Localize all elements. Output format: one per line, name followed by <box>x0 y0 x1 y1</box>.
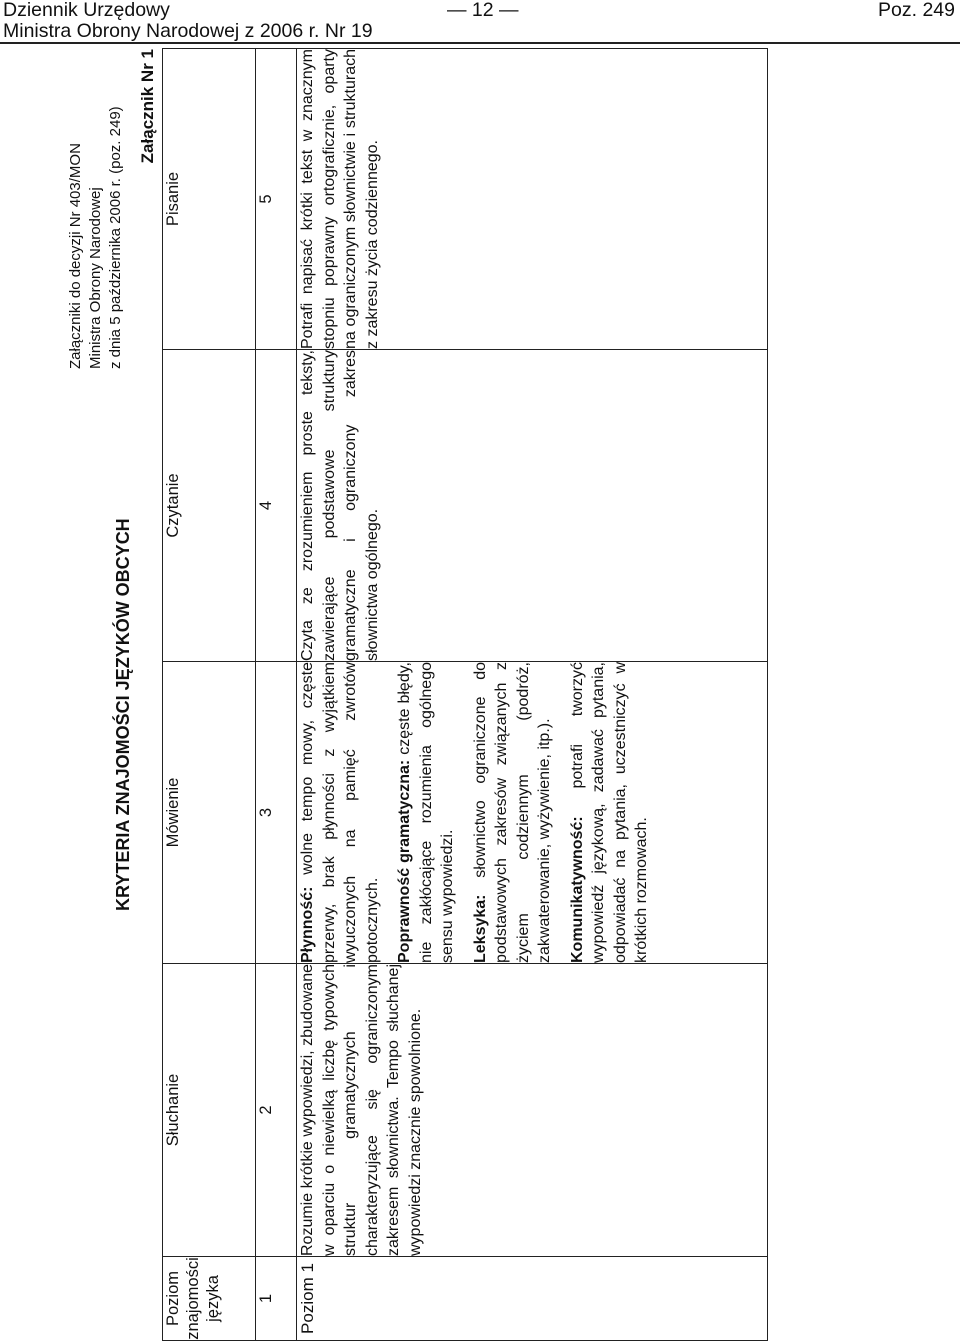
page-header <box>0 0 960 44</box>
header-listening: Słuchanie <box>163 964 256 1257</box>
table-header-row <box>163 49 256 1341</box>
column-number: 1 <box>256 1257 297 1341</box>
listening-cell: Rozumie krótkie wypowiedzi, zbudowane w oparciu o niewielką liczbę typowych struktur gramatycznych i charakteryzujące się ograniczonym zakresem słownictwa. Tempo słuchanej wypowiedzi znacznie spowolnione. <box>297 964 768 1257</box>
header-writing: Pisanie <box>163 49 256 350</box>
ministry-line: Ministra Obrony Narodowej z 2006 r. Nr 19 <box>3 20 373 42</box>
journal-name: Dziennik Urzędowy <box>3 0 170 21</box>
annex-line-3: z dnia 5 października 2006 r. (poz. 249) <box>107 106 124 369</box>
document-title: KRYTERIA ZNAJOMOŚCI JĘZYKÓW OBCYCH <box>113 518 133 911</box>
column-number-row <box>256 49 297 1341</box>
communication-paragraph <box>567 662 653 963</box>
position-number: Poz. 249 <box>878 0 955 21</box>
writing-cell: Potrafi napisać krótki tekst w znacznym stopniu poprawny ortograficznie, oparty na ograniczonym słownictwie i strukturach z zakresu życia codziennego. <box>297 49 768 350</box>
table-row <box>297 49 768 1341</box>
reading-cell: Czyta ze zrozumieniem proste teksty, zawierające podstawowe struktury gramatyczne i ograniczony zakres słownictwa ogólnego. <box>297 350 768 662</box>
page-number: — 12 — <box>447 0 519 21</box>
column-number: 3 <box>256 662 297 964</box>
criteria-table <box>162 48 768 1341</box>
header-left <box>3 0 373 42</box>
annex-line-1: Załączniki do decyzji Nr 403/MON <box>67 143 84 369</box>
header-level: Poziom znajomości języka <box>163 1257 256 1341</box>
lexis-label: Leksyka: <box>471 894 489 963</box>
accuracy-paragraph <box>394 662 459 963</box>
fluency-label: Płynność: <box>299 886 316 963</box>
column-number: 4 <box>256 350 297 662</box>
header-speaking: Mówienie <box>163 662 256 964</box>
speaking-cell <box>297 662 768 964</box>
header-reading: Czytanie <box>163 350 256 662</box>
communication-text: potrafi tworzyć wypowiedź językową, zadawać pytania, odpowiadać na pytania, uczestniczyć w krótkich rozmowach. <box>568 662 650 963</box>
column-number: 5 <box>256 49 297 350</box>
communication-label: Komunikatywność: <box>568 816 586 963</box>
annex-line-2: Ministra Obrony Narodowej <box>87 187 104 369</box>
fluency-paragraph <box>297 662 383 963</box>
accuracy-text: częste błędy, nie zakłócające rozumienia ogólnego sensu wypowiedzi. <box>396 662 456 963</box>
lexis-paragraph <box>470 662 556 963</box>
level-cell: Poziom 1 <box>297 1257 768 1341</box>
column-number: 2 <box>256 964 297 1257</box>
header-rule <box>0 42 960 44</box>
accuracy-label: Poprawność gramatyczna: <box>396 759 413 963</box>
lexis-text: słownictwo ograniczone do podstawowych zakresów związanych z życiem codziennym (podróż, zakwaterowanie, wyżywienie, itp.). <box>471 661 553 963</box>
rotated-page-content <box>0 49 930 1341</box>
annex-reference <box>66 49 126 369</box>
fluency-text: wolne tempo mowy, częste przerwy, brak płynności z wyjątkiem wyuczonych na pamięć zwrotów potocznych. <box>299 662 381 963</box>
annex-title: Załącznik Nr 1 <box>138 49 157 164</box>
